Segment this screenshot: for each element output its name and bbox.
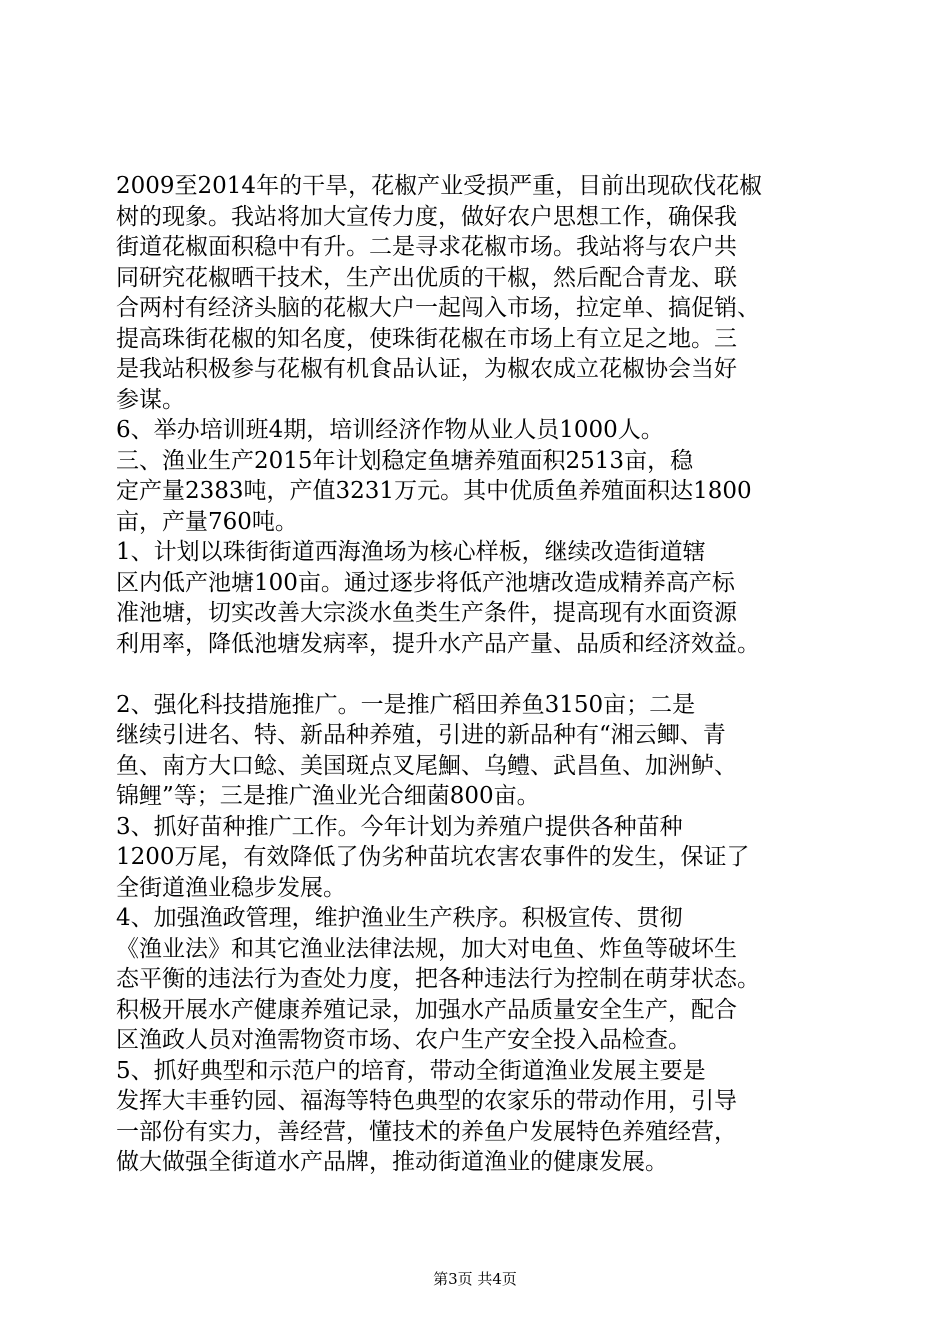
- text-line: 1、计划以珠街街道西海渔场为核心样板，继续改造街道辖: [116, 539, 706, 565]
- paragraph: [116, 1056, 846, 1178]
- text-line: 2、强化科技措施推广。一是推广稻田养鱼3150亩；二是: [116, 691, 696, 718]
- text-line: 同研究花椒晒干技术，生产出优质的干椒，然后配合青龙、联: [116, 264, 737, 291]
- text-line: 合两村有经济头脑的花椒大户一起闯入市场，拉定单、搞促销、: [116, 295, 760, 321]
- text-line: 区内低产池塘100亩。通过逐步将低产池塘改造成精养高产标: [116, 569, 735, 596]
- text-line: 一部份有实力，善经营，懂技术的养鱼户发展特色养殖经营，: [116, 1118, 737, 1145]
- document-body: [116, 171, 846, 1178]
- text-line: 亩，产量760吨。: [116, 508, 298, 535]
- text-line: 街道花椒面积稳中有升。二是寻求花椒市场。我站将与农户共: [116, 234, 737, 260]
- text-line: 锦鲤”等；三是推广渔业光合细菌800亩。: [116, 783, 540, 809]
- text-line: 态平衡的违法行为查处力度，把各种违法行为控制在萌芽状态。: [116, 966, 760, 992]
- text-line: 积极开展水产健康养殖记录，加强水产品质量安全生产，配合: [116, 996, 737, 1023]
- text-line: 《渔业法》和其它渔业法律法规，加大对电鱼、炸鱼等破坏生: [116, 935, 737, 962]
- text-line: 发挥大丰垂钓园、福海等特色典型的农家乐的带动作用，引导: [116, 1088, 737, 1114]
- text-line: 是我站积极参与花椒有机食品认证，为椒农成立花椒协会当好: [116, 356, 737, 382]
- text-line: 树的现象。我站将加大宣传力度，做好农户思想工作，确保我: [116, 203, 737, 230]
- paragraph: [116, 537, 846, 659]
- text-line: 3、抓好苗种推广工作。今年计划为养殖户提供各种苗种: [116, 813, 683, 840]
- text-line: 4、加强渔政管理，维护渔业生产秩序。积极宣传、贯彻: [116, 905, 683, 931]
- paragraph: [116, 171, 846, 415]
- text-line: 2009至2014年的干旱，花椒产业受损严重，目前出现砍伐花椒: [116, 173, 763, 199]
- paragraph: [116, 903, 846, 1056]
- text-line: 准池塘，切实改善大宗淡水鱼类生产条件，提高现有水面资源: [116, 600, 737, 626]
- paragraph-spacer: [116, 659, 846, 690]
- text-line: 全街道渔业稳步发展。: [116, 874, 346, 901]
- paragraph: [116, 415, 846, 446]
- text-line: 定产量2383吨，产值3231万元。其中优质鱼养殖面积达1800: [116, 478, 752, 504]
- text-line: 提高珠街花椒的知名度，使珠街花椒在市场上有立足之地。三: [116, 325, 737, 352]
- text-line: 继续引进名、特、新品种养殖，引进的新品种有“湘云鲫、青: [116, 722, 726, 748]
- text-line: 6、举办培训班4期，培训经济作物从业人员1000人。: [116, 417, 664, 443]
- paragraph: [116, 690, 846, 812]
- text-line: 利用率，降低池塘发病率，提升水产品产量、品质和经济效益。: [116, 630, 760, 657]
- text-line: 参谋。: [116, 386, 185, 413]
- text-line: 5、抓好典型和示范户的培育，带动全街道渔业发展主要是: [116, 1057, 706, 1084]
- text-line: 做大做强全街道水产品牌，推动街道渔业的健康发展。: [116, 1149, 668, 1175]
- paragraph: [116, 812, 846, 904]
- text-line: 鱼、南方大口鲶、美国斑点叉尾鮰、乌鳢、武昌鱼、加洲鲈、: [116, 752, 737, 779]
- page-footer: 第3页 共4页: [433, 1270, 517, 1288]
- text-line: 1200万尾，有效降低了伪劣种苗坑农害农事件的发生，保证了: [116, 844, 750, 870]
- text-line: 三、渔业生产2015年计划稳定鱼塘养殖面积2513亩，稳: [116, 447, 694, 474]
- paragraph: [116, 446, 846, 538]
- text-line: 区渔政人员对渔需物资市场、农户生产安全投入品检查。: [116, 1027, 691, 1053]
